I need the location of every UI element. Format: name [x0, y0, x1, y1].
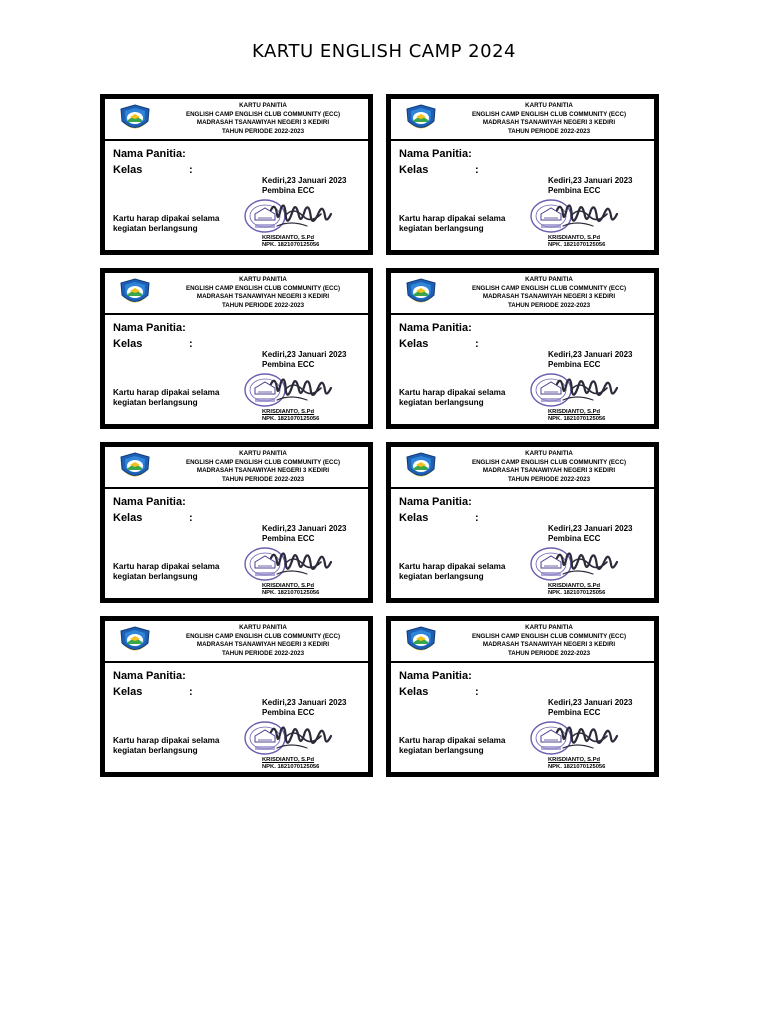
signer-name: KRISDIANTO, S.Pd: [262, 409, 315, 415]
signer-name: KRISDIANTO, S.Pd: [548, 583, 601, 589]
card-type-label: KARTU PANITIA: [525, 276, 573, 283]
school-label: MADRASAH TSANAWIYAH NEGERI 3 KEDIRI: [482, 293, 616, 301]
kelas-colon: :: [189, 686, 193, 698]
signature-icon: [557, 554, 617, 574]
card-header: [391, 99, 654, 141]
card-header-text: [163, 450, 363, 484]
card-header-text: [449, 102, 649, 136]
kelas-colon: :: [475, 164, 479, 176]
card-type-label: KARTU PANITIA: [239, 624, 287, 631]
event-label: ENGLISH CAMP ENGLISH CLUB COMMUNITY (ECC): [471, 632, 627, 640]
official-stamp-icon: [527, 718, 627, 758]
id-card: [386, 442, 659, 603]
signer-name: KRISDIANTO, S.Pd: [548, 757, 601, 763]
usage-note: Kartu harap dipakai selama kegiatan berlangsung: [399, 736, 506, 756]
school-label: MADRASAH TSANAWIYAH NEGERI 3 KEDIRI: [196, 293, 330, 301]
card-header: [391, 621, 654, 663]
school-label: MADRASAH TSANAWIYAH NEGERI 3 KEDIRI: [482, 467, 616, 475]
official-stamp-icon: [241, 544, 341, 584]
usage-note: Kartu harap dipakai selama kegiatan berlangsung: [399, 388, 506, 408]
kelas-label: Kelas: [113, 338, 143, 350]
kelas-label: Kelas: [113, 686, 143, 698]
signature-icon: [557, 380, 617, 400]
period-label: TAHUN PERIODE 2022-2023: [221, 127, 305, 135]
card-type-label: KARTU PANITIA: [525, 450, 573, 457]
school-label: MADRASAH TSANAWIYAH NEGERI 3 KEDIRI: [482, 119, 616, 127]
signature-icon: [271, 206, 331, 226]
card-type-label: KARTU PANITIA: [239, 450, 287, 457]
role-label: Pembina ECC: [262, 186, 315, 195]
card-header-text: [163, 276, 363, 310]
card-type-label: KARTU PANITIA: [239, 276, 287, 283]
kelas-field: [113, 512, 193, 524]
role-label: Pembina ECC: [548, 186, 601, 195]
kelas-label: Kelas: [399, 338, 429, 350]
official-stamp-icon: [241, 370, 341, 410]
signer-block: [262, 409, 319, 424]
card-grid: [100, 94, 659, 777]
event-label: ENGLISH CAMP ENGLISH CLUB COMMUNITY (ECC): [185, 110, 341, 118]
madrasah-logo-icon: [117, 103, 153, 135]
place-date-label: Kediri,23 Januari 2023: [262, 350, 347, 359]
signer-npk: NPK. 1821070125056: [262, 416, 320, 423]
period-label: TAHUN PERIODE 2022-2023: [221, 301, 305, 309]
kelas-colon: :: [189, 512, 193, 524]
event-label: ENGLISH CAMP ENGLISH CLUB COMMUNITY (ECC): [185, 458, 341, 466]
id-card: [386, 616, 659, 777]
signature-block-heading: [262, 176, 347, 196]
card-header-text: [449, 450, 649, 484]
card-header-text: [449, 624, 649, 658]
usage-note: Kartu harap dipakai selama kegiatan berlangsung: [113, 388, 220, 408]
kelas-field: [399, 512, 479, 524]
school-label: MADRASAH TSANAWIYAH NEGERI 3 KEDIRI: [482, 641, 616, 649]
madrasah-logo-icon: [403, 451, 439, 483]
place-date-label: Kediri,23 Januari 2023: [548, 350, 633, 359]
period-label: TAHUN PERIODE 2022-2023: [221, 475, 305, 483]
signer-name: KRISDIANTO, S.Pd: [548, 409, 601, 415]
place-date-label: Kediri,23 Januari 2023: [548, 176, 633, 185]
official-stamp-icon: [527, 196, 627, 236]
id-card: [100, 442, 373, 603]
kelas-field: [113, 686, 193, 698]
card-header: [391, 273, 654, 315]
nama-panitia-label: Nama Panitia:: [399, 148, 472, 160]
role-label: Pembina ECC: [262, 534, 315, 543]
nama-panitia-label: Nama Panitia:: [399, 322, 472, 334]
signature-icon: [271, 728, 331, 748]
kelas-colon: :: [475, 686, 479, 698]
signer-npk: NPK. 1821070125056: [548, 590, 606, 597]
usage-note: Kartu harap dipakai selama kegiatan berlangsung: [113, 736, 220, 756]
card-header-text: [449, 276, 649, 310]
signer-npk: NPK. 1821070125056: [262, 242, 320, 249]
kelas-label: Kelas: [399, 512, 429, 524]
role-label: Pembina ECC: [262, 360, 315, 369]
signature-icon: [271, 380, 331, 400]
kelas-colon: :: [475, 512, 479, 524]
signature-block-heading: [262, 524, 347, 544]
signer-name: KRISDIANTO, S.Pd: [548, 235, 601, 241]
kelas-label: Kelas: [113, 164, 143, 176]
period-label: TAHUN PERIODE 2022-2023: [507, 649, 591, 657]
signature-block-heading: [262, 350, 347, 370]
place-date-label: Kediri,23 Januari 2023: [548, 524, 633, 533]
signature-block-heading: [548, 524, 633, 544]
period-label: TAHUN PERIODE 2022-2023: [507, 301, 591, 309]
kelas-field: [113, 164, 193, 176]
place-date-label: Kediri,23 Januari 2023: [262, 176, 347, 185]
signature-block-heading: [548, 698, 633, 718]
event-label: ENGLISH CAMP ENGLISH CLUB COMMUNITY (ECC): [185, 632, 341, 640]
signer-block: [262, 757, 319, 772]
place-date-label: Kediri,23 Januari 2023: [262, 524, 347, 533]
card-type-label: KARTU PANITIA: [239, 102, 287, 109]
usage-note: Kartu harap dipakai selama kegiatan berlangsung: [399, 214, 506, 234]
card-header: [105, 273, 368, 315]
id-card: [386, 268, 659, 429]
kelas-label: Kelas: [113, 512, 143, 524]
event-label: ENGLISH CAMP ENGLISH CLUB COMMUNITY (ECC): [471, 110, 627, 118]
card-header: [105, 621, 368, 663]
role-label: Pembina ECC: [548, 360, 601, 369]
card-header: [105, 447, 368, 489]
signature-icon: [557, 728, 617, 748]
kelas-field: [399, 164, 479, 176]
school-label: MADRASAH TSANAWIYAH NEGERI 3 KEDIRI: [196, 641, 330, 649]
signer-npk: NPK. 1821070125056: [548, 764, 606, 771]
place-date-label: Kediri,23 Januari 2023: [548, 698, 633, 707]
nama-panitia-label: Nama Panitia:: [399, 670, 472, 682]
signer-block: [262, 235, 319, 250]
event-label: ENGLISH CAMP ENGLISH CLUB COMMUNITY (ECC): [185, 284, 341, 292]
id-card: [386, 94, 659, 255]
signature-block-heading: [548, 350, 633, 370]
kelas-field: [399, 338, 479, 350]
usage-note: Kartu harap dipakai selama kegiatan berlangsung: [113, 214, 220, 234]
kelas-colon: :: [189, 164, 193, 176]
signature-icon: [557, 206, 617, 226]
usage-note: Kartu harap dipakai selama kegiatan berlangsung: [399, 562, 506, 582]
role-label: Pembina ECC: [548, 534, 601, 543]
official-stamp-icon: [241, 196, 341, 236]
place-date-label: Kediri,23 Januari 2023: [262, 698, 347, 707]
madrasah-logo-icon: [117, 451, 153, 483]
madrasah-logo-icon: [117, 625, 153, 657]
signer-npk: NPK. 1821070125056: [548, 416, 606, 423]
event-label: ENGLISH CAMP ENGLISH CLUB COMMUNITY (ECC): [471, 284, 627, 292]
period-label: TAHUN PERIODE 2022-2023: [507, 127, 591, 135]
nama-panitia-label: Nama Panitia:: [399, 496, 472, 508]
id-card: [100, 616, 373, 777]
card-header-text: [163, 102, 363, 136]
signer-name: KRISDIANTO, S.Pd: [262, 235, 315, 241]
madrasah-logo-icon: [403, 625, 439, 657]
kelas-label: Kelas: [399, 164, 429, 176]
signature-block-heading: [262, 698, 347, 718]
signer-npk: NPK. 1821070125056: [262, 764, 320, 771]
signature-block-heading: [548, 176, 633, 196]
nama-panitia-label: Nama Panitia:: [113, 496, 186, 508]
id-card: [100, 268, 373, 429]
signer-name: KRISDIANTO, S.Pd: [262, 757, 315, 763]
nama-panitia-label: Nama Panitia:: [113, 322, 186, 334]
madrasah-logo-icon: [403, 103, 439, 135]
kelas-field: [113, 338, 193, 350]
kelas-colon: :: [189, 338, 193, 350]
card-header-text: [163, 624, 363, 658]
official-stamp-icon: [527, 370, 627, 410]
madrasah-logo-icon: [403, 277, 439, 309]
official-stamp-icon: [527, 544, 627, 584]
signer-block: [548, 235, 605, 250]
page-title: KARTU ENGLISH CAMP 2024: [252, 41, 516, 62]
signer-block: [548, 583, 605, 598]
kelas-colon: :: [475, 338, 479, 350]
school-label: MADRASAH TSANAWIYAH NEGERI 3 KEDIRI: [196, 467, 330, 475]
signer-block: [548, 409, 605, 424]
signer-name: KRISDIANTO, S.Pd: [262, 583, 315, 589]
school-label: MADRASAH TSANAWIYAH NEGERI 3 KEDIRI: [196, 119, 330, 127]
kelas-label: Kelas: [399, 686, 429, 698]
period-label: TAHUN PERIODE 2022-2023: [221, 649, 305, 657]
nama-panitia-label: Nama Panitia:: [113, 148, 186, 160]
official-stamp-icon: [241, 718, 341, 758]
kelas-field: [399, 686, 479, 698]
signer-npk: NPK. 1821070125056: [262, 590, 320, 597]
signer-block: [262, 583, 319, 598]
card-type-label: KARTU PANITIA: [525, 624, 573, 631]
period-label: TAHUN PERIODE 2022-2023: [507, 475, 591, 483]
signer-block: [548, 757, 605, 772]
card-type-label: KARTU PANITIA: [525, 102, 573, 109]
signature-icon: [271, 554, 331, 574]
usage-note: Kartu harap dipakai selama kegiatan berlangsung: [113, 562, 220, 582]
signer-npk: NPK. 1821070125056: [548, 242, 606, 249]
card-header: [105, 99, 368, 141]
event-label: ENGLISH CAMP ENGLISH CLUB COMMUNITY (ECC): [471, 458, 627, 466]
card-header: [391, 447, 654, 489]
role-label: Pembina ECC: [262, 708, 315, 717]
nama-panitia-label: Nama Panitia:: [113, 670, 186, 682]
role-label: Pembina ECC: [548, 708, 601, 717]
madrasah-logo-icon: [117, 277, 153, 309]
id-card: [100, 94, 373, 255]
